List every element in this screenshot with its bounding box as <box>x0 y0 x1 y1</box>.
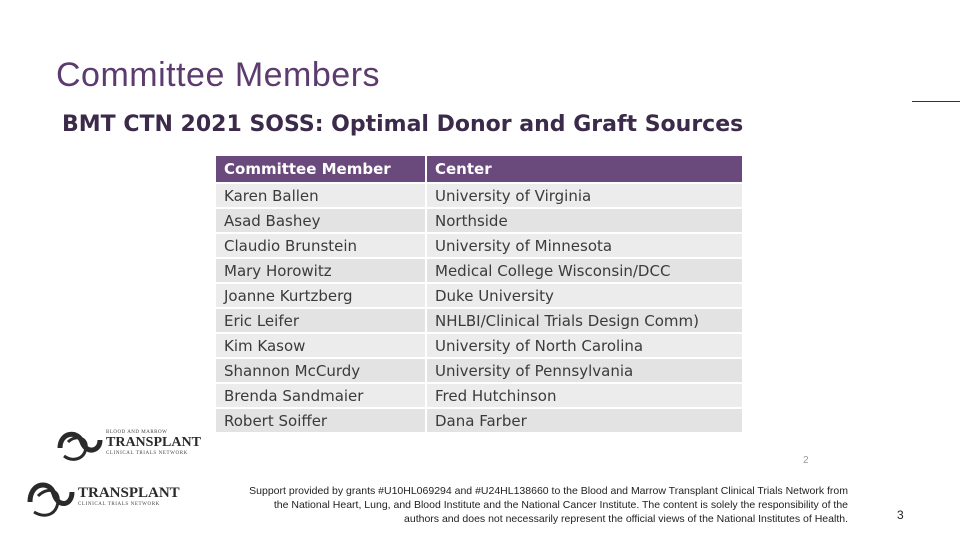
table-row <box>215 358 743 383</box>
table-row <box>215 408 743 433</box>
table-row <box>215 308 743 333</box>
image-page-number: 2 <box>803 455 809 466</box>
slide-number: 3 <box>897 508 904 522</box>
table-row <box>215 258 743 283</box>
page-title: Committee Members <box>56 56 381 94</box>
member-center: Fred Hutchinson <box>426 383 743 408</box>
ribbon-logo-icon <box>56 422 104 464</box>
bmt-ctn-logo-small <box>56 422 201 464</box>
member-center: Duke University <box>426 283 743 308</box>
member-name: Asad Bashey <box>215 208 426 233</box>
funding-footnote <box>214 484 848 526</box>
table-row <box>215 383 743 408</box>
member-center: University of Virginia <box>426 183 743 208</box>
member-center: Northside <box>426 208 743 233</box>
member-name: Robert Soiffer <box>215 408 426 433</box>
member-name: Karen Ballen <box>215 183 426 208</box>
logo-sub-text: CLINICAL TRIALS NETWORK <box>78 502 160 507</box>
member-name: Kim Kasow <box>215 333 426 358</box>
logo-sub-text: CLINICAL TRIALS NETWORK <box>106 451 188 456</box>
bmt-ctn-logo-large <box>26 472 180 520</box>
table-title: BMT CTN 2021 SOSS: Optimal Donor and Graft Sources <box>62 112 744 137</box>
divider <box>912 101 960 102</box>
member-name: Joanne Kurtzberg <box>215 283 426 308</box>
member-name: Shannon McCurdy <box>215 358 426 383</box>
member-name: Eric Leifer <box>215 308 426 333</box>
footnote-line: authors and does not necessarily represent the official views of the National Institutes of Health. <box>404 513 848 525</box>
footnote-line: the National Heart, Lung, and Blood Institute and the National Cancer Institute. The content is solely the responsibility of the <box>273 499 848 511</box>
committee-table <box>214 154 744 434</box>
member-center: University of North Carolina <box>426 333 743 358</box>
table-row <box>215 233 743 258</box>
member-name: Claudio Brunstein <box>215 233 426 258</box>
member-center: University of Minnesota <box>426 233 743 258</box>
table-row <box>215 183 743 208</box>
member-center: NHLBI/Clinical Trials Design Comm) <box>426 308 743 333</box>
member-center: Medical College Wisconsin/DCC <box>426 258 743 283</box>
table-row <box>215 283 743 308</box>
column-header-center: Center <box>426 155 743 183</box>
column-header-member: Committee Member <box>215 155 426 183</box>
ribbon-logo-icon <box>26 472 76 520</box>
logo-main-text: TRANSPLANT <box>78 485 180 501</box>
logo-main-text: TRANSPLANT <box>106 435 201 450</box>
table-header-row <box>215 155 743 183</box>
table-row <box>215 333 743 358</box>
member-name: Mary Horowitz <box>215 258 426 283</box>
table-row <box>215 208 743 233</box>
logo-top-text: BLOOD AND MARROW <box>106 430 168 435</box>
member-name: Brenda Sandmaier <box>215 383 426 408</box>
footnote-line: Support provided by grants #U10HL069294 and #U24HL138660 to the Blood and Marrow Transplant Clinical Trials Network from <box>249 485 848 497</box>
member-center: Dana Farber <box>426 408 743 433</box>
member-center: University of Pennsylvania <box>426 358 743 383</box>
